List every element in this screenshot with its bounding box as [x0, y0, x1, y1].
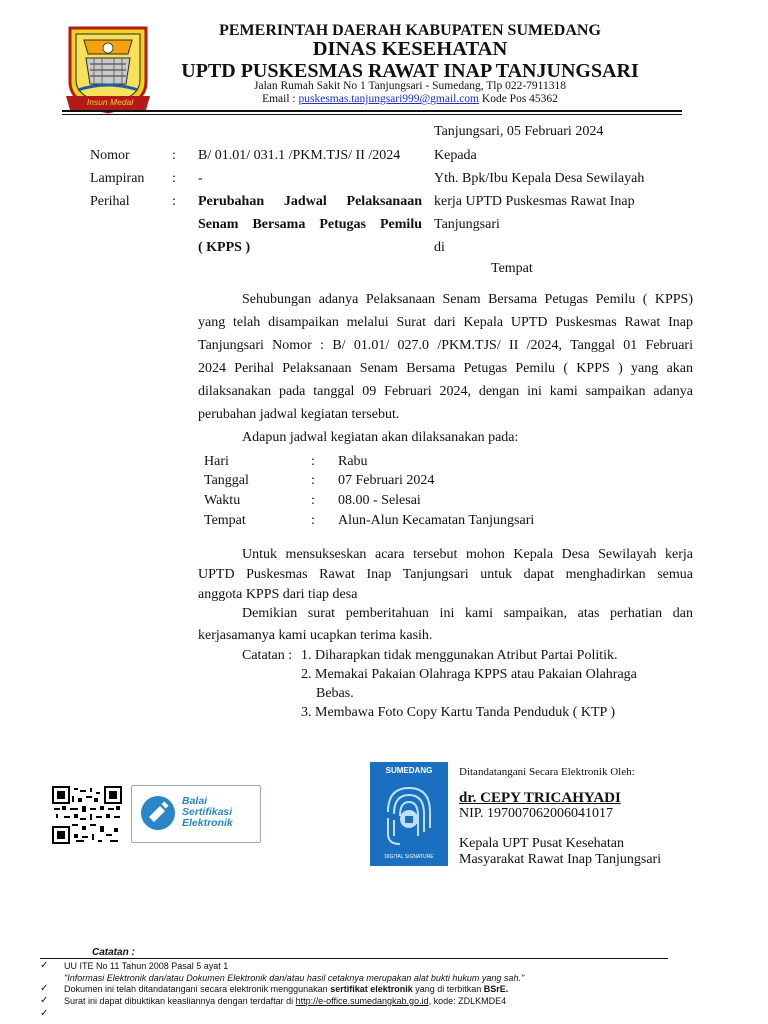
email-link[interactable]: puskesmas.tanjungsari999@gmail.com — [298, 93, 480, 105]
footer-label: Catatan : — [92, 947, 135, 958]
subject-line: Senam Bersama Petugas Pemilu — [198, 217, 422, 232]
signed-by-label: Ditandatangani Secara Elektronik Oleh: — [459, 766, 635, 778]
schedule-value: 08.00 - Selesai — [338, 493, 421, 508]
verification-link[interactable]: http://e-office.sumedangkab.go.id — [295, 996, 429, 1006]
body-line: Demikian surat pemberitahuan ini kami sampaikan, atas perhatian dan — [242, 606, 693, 621]
footer-text: yang di terbitkan — [412, 984, 484, 994]
recipient-kepada: Kepada — [434, 148, 477, 163]
header-address: Jalan Rumah Sakit No 1 Tanjungsari - Sumedang, Tlp 022-7911318 — [253, 80, 566, 92]
check-icon: ✓ — [40, 983, 49, 994]
body-line: yang telah disampaikan melalui Surat dari Kepala UPTD Puskesmas Rawat Inap — [198, 315, 693, 330]
body-line: 2024 Perihal Pelaksanaan Senam Bersama Petugas Pemilu ( KPPS ) yang akan — [198, 361, 693, 376]
header-rule-thin — [62, 114, 682, 115]
bsre-logo — [131, 785, 261, 843]
letter-date: Tanjungsari, 05 Februari 2024 — [434, 124, 604, 139]
email-label: Email : — [262, 93, 299, 105]
body-line: UPTD Puskesmas Rawat Inap Tanjungsari untuk dapat menghadirkan semua — [198, 567, 693, 582]
schedule-colon: : — [311, 473, 315, 488]
meta-colon: : — [172, 194, 176, 209]
footer-text: , kode: ZDLKMDE4 — [428, 996, 507, 1006]
signatory-name: dr. CEPY TRICAHYADI — [459, 790, 621, 806]
meta-colon: : — [172, 171, 176, 186]
fingerprint-icon — [380, 778, 438, 850]
recipient-di: di — [434, 240, 445, 255]
bsre-text-line: Elektronik — [182, 817, 233, 829]
recipient-line: Yth. Bpk/Ibu Kepala Desa Sewilayah — [434, 171, 645, 186]
schedule-label: Hari — [204, 454, 229, 469]
meta-label-perihal: Perihal — [90, 194, 130, 209]
schedule-colon: : — [311, 493, 315, 508]
qr-code[interactable] — [52, 786, 122, 844]
body-line: Tanjungsari Nomor : B/ 01.01/ 027.0 /PKM.TJS/ II /2024, Tanggal 01 Februari — [198, 338, 693, 353]
header-government: PEMERINTAH DAERAH KABUPATEN SUMEDANG — [219, 22, 601, 39]
body-line: perubahan jadwal kegiatan tersebut. — [198, 407, 400, 422]
badge-title: SUMEDANG — [385, 766, 433, 775]
recipient-tempat: Tempat — [491, 261, 533, 276]
footer-line: "Informasi Elektronik dan/atau Dokumen Elektronik dan/atau hasil cetaknya merupakan alat bukti hukum yang sah." — [64, 973, 525, 983]
meta-colon: : — [172, 148, 176, 163]
body-line: kerjasamanya kami ucapkan terima kasih. — [198, 628, 433, 643]
subject-line: Perubahan Jadwal Pelaksanaan — [198, 194, 422, 209]
bsre-text — [182, 796, 233, 829]
header-department: DINAS KESEHATAN — [312, 38, 508, 60]
schedule-colon: : — [311, 454, 315, 469]
schedule-colon: : — [311, 513, 315, 528]
footer-text: Surat ini dapat dibuktikan keasliannya dengan terdaftar di — [64, 996, 296, 1006]
bsre-emblem-icon — [140, 795, 176, 831]
note-item: Bebas. — [316, 686, 354, 701]
schedule-label: Waktu — [204, 493, 241, 508]
footer-rule — [40, 958, 668, 959]
header-institution: UPTD PUSKESMAS RAWAT INAP TANJUNGSARI — [181, 60, 639, 82]
footer-text-bold: sertifikat elektronik — [330, 984, 413, 994]
schedule-value: Alun-Alun Kecamatan Tanjungsari — [338, 513, 535, 528]
meta-value-nomor: B/ 01.01/ 031.1 /PKM.TJS/ II /2024 — [198, 148, 401, 163]
footer-line — [64, 996, 506, 1006]
schedule-label: Tanggal — [204, 473, 249, 488]
bsre-text-line: Balai — [182, 795, 208, 807]
bsre-text-line: Sertifikasi — [182, 806, 233, 818]
check-icon: ✓ — [40, 960, 49, 971]
meta-value-lampiran: - — [198, 171, 203, 186]
body-line: anggota KPPS dari tiap desa — [198, 587, 358, 602]
logo-caption: Insun Medal — [86, 97, 134, 107]
header-rule-thick — [62, 110, 682, 112]
footer-line: UU ITE No 11 Tahun 2008 Pasal 5 ayat 1 — [64, 961, 229, 971]
footer-text-bold: BSrE. — [483, 984, 509, 994]
meta-label-lampiran: Lampiran — [90, 171, 145, 186]
note-item: 3. Membawa Foto Copy Kartu Tanda Penduduk ( KTP ) — [301, 705, 615, 720]
recipient-line: Tanjungsari — [434, 217, 500, 232]
recipient-line: kerja UPTD Puskesmas Rawat Inap — [434, 194, 635, 209]
footer-line — [64, 984, 508, 994]
check-icon: ✓ — [40, 995, 49, 1006]
digital-signature-badge — [370, 762, 448, 866]
footer-text: Dokumen ini telah ditandatangani secara elektronik menggunakan — [64, 984, 331, 994]
schedule-intro: Adapun jadwal kegiatan akan dilaksanakan pada: — [242, 430, 519, 445]
schedule-label: Tempat — [204, 513, 246, 528]
notes-label: Catatan : — [242, 648, 293, 663]
header-contact — [160, 93, 660, 105]
body-line: Sehubungan adanya Pelaksanaan Senam Bersama Petugas Pemilu ( KPPS) — [242, 292, 693, 307]
note-item: 2. Memakai Pakaian Olahraga KPPS atau Pakaian Olahraga — [301, 667, 637, 682]
schedule-value: Rabu — [338, 454, 368, 469]
badge-caption: DIGITAL SIGNATURE — [384, 854, 434, 860]
signatory-nip: NIP. 197007062006041017 — [459, 806, 614, 821]
check-icon: ✓ — [40, 1008, 49, 1019]
subject-line: ( KPPS ) — [198, 240, 251, 255]
body-line: dilaksanakan pada tanggal 09 Februari 2024, dengan ini kami sampaikan adanya — [198, 384, 693, 399]
meta-label-nomor: Nomor — [90, 148, 130, 163]
signatory-position: Masyarakat Rawat Inap Tanjungsari — [459, 852, 662, 867]
postal-code: Kode Pos 45362 — [479, 93, 558, 105]
body-line: Untuk mensukseskan acara tersebut mohon Kepala Desa Sewilayah kerja — [242, 547, 693, 562]
signatory-position: Kepala UPT Pusat Kesehatan — [459, 836, 624, 851]
schedule-value: 07 Februari 2024 — [338, 473, 435, 488]
note-item: 1. Diharapkan tidak menggunakan Atribut Partai Politik. — [301, 648, 618, 663]
